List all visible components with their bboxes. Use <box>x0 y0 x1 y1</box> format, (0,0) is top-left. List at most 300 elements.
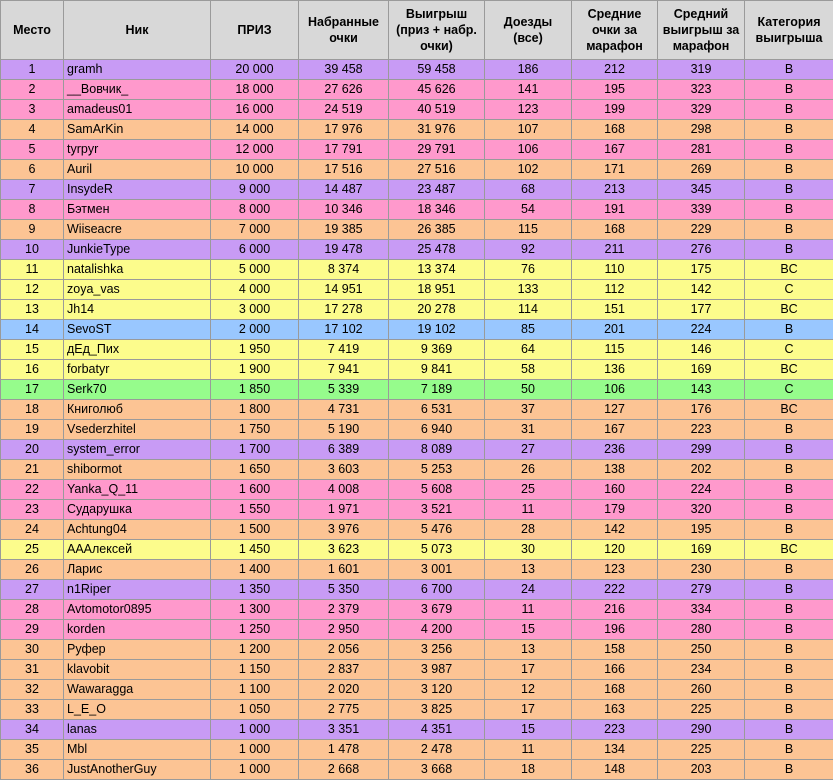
cell-nick: n1Riper <box>64 580 211 600</box>
cell-avg-points: 167 <box>572 420 658 440</box>
cell-category: B <box>745 100 833 120</box>
cell-avg-winnings: 224 <box>658 480 745 500</box>
cell-category: C <box>745 280 833 300</box>
cell-category: B <box>745 120 833 140</box>
cell-races: 27 <box>485 440 572 460</box>
cell-avg-winnings: 203 <box>658 760 745 780</box>
table-body <box>1 60 833 780</box>
cell-races: 76 <box>485 260 572 280</box>
cell-nick: InsydeR <box>64 180 211 200</box>
cell-avg-winnings: 281 <box>658 140 745 160</box>
cell-category: B <box>745 220 833 240</box>
cell-avg-points: 138 <box>572 460 658 480</box>
cell-prize: 1 600 <box>211 480 299 500</box>
cell-avg-winnings: 320 <box>658 500 745 520</box>
cell-place: 23 <box>1 500 64 520</box>
cell-races: 25 <box>485 480 572 500</box>
cell-category: B <box>745 640 833 660</box>
cell-points: 2 668 <box>299 760 389 780</box>
table-row <box>1 500 833 520</box>
cell-winnings: 45 626 <box>389 80 485 100</box>
table-row <box>1 300 833 320</box>
cell-avg-points: 191 <box>572 200 658 220</box>
cell-avg-winnings: 280 <box>658 620 745 640</box>
cell-prize: 1 100 <box>211 680 299 700</box>
cell-points: 8 374 <box>299 260 389 280</box>
cell-races: 11 <box>485 600 572 620</box>
cell-nick: Книголюб <box>64 400 211 420</box>
cell-prize: 4 000 <box>211 280 299 300</box>
cell-category: B <box>745 240 833 260</box>
cell-place: 25 <box>1 540 64 560</box>
cell-prize: 16 000 <box>211 100 299 120</box>
cell-avg-winnings: 269 <box>658 160 745 180</box>
cell-nick: JunkieType <box>64 240 211 260</box>
cell-place: 9 <box>1 220 64 240</box>
cell-category: B <box>745 80 833 100</box>
cell-races: 186 <box>485 60 572 80</box>
cell-category: B <box>745 60 833 80</box>
cell-points: 19 385 <box>299 220 389 240</box>
cell-category: C <box>745 340 833 360</box>
table-row <box>1 460 833 480</box>
cell-prize: 1 150 <box>211 660 299 680</box>
cell-avg-winnings: 234 <box>658 660 745 680</box>
cell-races: 17 <box>485 660 572 680</box>
table-row <box>1 380 833 400</box>
header-row <box>1 1 833 60</box>
cell-prize: 10 000 <box>211 160 299 180</box>
cell-winnings: 6 700 <box>389 580 485 600</box>
cell-winnings: 27 516 <box>389 160 485 180</box>
cell-avg-points: 168 <box>572 680 658 700</box>
cell-winnings: 59 458 <box>389 60 485 80</box>
cell-prize: 8 000 <box>211 200 299 220</box>
cell-avg-points: 168 <box>572 120 658 140</box>
cell-avg-winnings: 230 <box>658 560 745 580</box>
cell-winnings: 3 668 <box>389 760 485 780</box>
cell-nick: Бэтмен <box>64 200 211 220</box>
cell-nick: Auril <box>64 160 211 180</box>
cell-category: B <box>745 420 833 440</box>
cell-category: B <box>745 720 833 740</box>
cell-avg-points: 148 <box>572 760 658 780</box>
cell-points: 17 102 <box>299 320 389 340</box>
cell-avg-winnings: 195 <box>658 520 745 540</box>
cell-prize: 1 300 <box>211 600 299 620</box>
cell-nick: Mbl <box>64 740 211 760</box>
cell-avg-points: 196 <box>572 620 658 640</box>
cell-races: 133 <box>485 280 572 300</box>
cell-winnings: 7 189 <box>389 380 485 400</box>
table-row <box>1 680 833 700</box>
cell-points: 2 775 <box>299 700 389 720</box>
cell-category: B <box>745 160 833 180</box>
col-header-avg-points: Средние очки за марафон <box>572 1 658 60</box>
cell-avg-winnings: 177 <box>658 300 745 320</box>
cell-place: 2 <box>1 80 64 100</box>
cell-place: 22 <box>1 480 64 500</box>
table-row <box>1 200 833 220</box>
cell-races: 37 <box>485 400 572 420</box>
table-row <box>1 640 833 660</box>
cell-avg-points: 151 <box>572 300 658 320</box>
cell-points: 6 389 <box>299 440 389 460</box>
cell-points: 19 478 <box>299 240 389 260</box>
cell-avg-winnings: 279 <box>658 580 745 600</box>
cell-avg-winnings: 142 <box>658 280 745 300</box>
cell-nick: Yanka_Q_11 <box>64 480 211 500</box>
cell-category: B <box>745 620 833 640</box>
cell-avg-winnings: 202 <box>658 460 745 480</box>
cell-avg-winnings: 276 <box>658 240 745 260</box>
cell-races: 107 <box>485 120 572 140</box>
cell-category: B <box>745 760 833 780</box>
cell-prize: 1 450 <box>211 540 299 560</box>
col-header-winnings: Выигрыш (приз + набр. очки) <box>389 1 485 60</box>
cell-points: 2 379 <box>299 600 389 620</box>
cell-avg-winnings: 323 <box>658 80 745 100</box>
cell-nick: Achtung04 <box>64 520 211 540</box>
cell-points: 7 419 <box>299 340 389 360</box>
cell-points: 27 626 <box>299 80 389 100</box>
cell-races: 115 <box>485 220 572 240</box>
cell-avg-winnings: 146 <box>658 340 745 360</box>
cell-avg-winnings: 260 <box>658 680 745 700</box>
cell-place: 30 <box>1 640 64 660</box>
cell-place: 28 <box>1 600 64 620</box>
cell-avg-points: 120 <box>572 540 658 560</box>
cell-nick: Руфер <box>64 640 211 660</box>
cell-avg-points: 167 <box>572 140 658 160</box>
cell-avg-winnings: 298 <box>658 120 745 140</box>
cell-prize: 6 000 <box>211 240 299 260</box>
cell-avg-points: 106 <box>572 380 658 400</box>
cell-winnings: 6 531 <box>389 400 485 420</box>
table-row <box>1 580 833 600</box>
cell-place: 4 <box>1 120 64 140</box>
cell-category: B <box>745 440 833 460</box>
cell-place: 8 <box>1 200 64 220</box>
cell-points: 4 008 <box>299 480 389 500</box>
cell-races: 123 <box>485 100 572 120</box>
table-row <box>1 60 833 80</box>
cell-avg-winnings: 319 <box>658 60 745 80</box>
cell-avg-points: 134 <box>572 740 658 760</box>
cell-nick: zoya_vas <box>64 280 211 300</box>
cell-races: 58 <box>485 360 572 380</box>
cell-category: B <box>745 660 833 680</box>
cell-category: B <box>745 480 833 500</box>
cell-avg-winnings: 299 <box>658 440 745 460</box>
cell-nick: gramh <box>64 60 211 80</box>
col-header-nick: Ник <box>64 1 211 60</box>
cell-races: 17 <box>485 700 572 720</box>
cell-avg-winnings: 229 <box>658 220 745 240</box>
cell-place: 18 <box>1 400 64 420</box>
cell-place: 17 <box>1 380 64 400</box>
cell-races: 31 <box>485 420 572 440</box>
col-header-prize: ПРИЗ <box>211 1 299 60</box>
cell-nick: Ларис <box>64 560 211 580</box>
cell-avg-points: 171 <box>572 160 658 180</box>
cell-prize: 1 000 <box>211 760 299 780</box>
cell-points: 4 731 <box>299 400 389 420</box>
cell-nick: amadeus01 <box>64 100 211 120</box>
cell-place: 26 <box>1 560 64 580</box>
cell-winnings: 3 825 <box>389 700 485 720</box>
cell-nick: natalishka <box>64 260 211 280</box>
cell-points: 17 791 <box>299 140 389 160</box>
cell-winnings: 3 987 <box>389 660 485 680</box>
cell-avg-points: 136 <box>572 360 658 380</box>
cell-prize: 1 500 <box>211 520 299 540</box>
cell-prize: 1 800 <box>211 400 299 420</box>
cell-category: B <box>745 320 833 340</box>
cell-avg-winnings: 225 <box>658 700 745 720</box>
cell-nick: Jh14 <box>64 300 211 320</box>
cell-points: 17 516 <box>299 160 389 180</box>
cell-prize: 1 000 <box>211 720 299 740</box>
cell-nick: lanas <box>64 720 211 740</box>
cell-winnings: 4 200 <box>389 620 485 640</box>
cell-nick: дЕд_Пих <box>64 340 211 360</box>
cell-winnings: 2 478 <box>389 740 485 760</box>
cell-races: 92 <box>485 240 572 260</box>
table-row <box>1 360 833 380</box>
cell-avg-winnings: 250 <box>658 640 745 660</box>
cell-points: 2 056 <box>299 640 389 660</box>
cell-points: 5 339 <box>299 380 389 400</box>
cell-avg-points: 123 <box>572 560 658 580</box>
table-row <box>1 260 833 280</box>
cell-category: C <box>745 380 833 400</box>
cell-prize: 1 350 <box>211 580 299 600</box>
cell-races: 102 <box>485 160 572 180</box>
cell-prize: 14 000 <box>211 120 299 140</box>
cell-place: 11 <box>1 260 64 280</box>
cell-winnings: 26 385 <box>389 220 485 240</box>
cell-races: 28 <box>485 520 572 540</box>
cell-avg-points: 222 <box>572 580 658 600</box>
cell-points: 10 346 <box>299 200 389 220</box>
cell-place: 7 <box>1 180 64 200</box>
table-row <box>1 560 833 580</box>
cell-winnings: 18 951 <box>389 280 485 300</box>
table-row <box>1 660 833 680</box>
cell-avg-winnings: 175 <box>658 260 745 280</box>
table-row <box>1 740 833 760</box>
cell-prize: 1 250 <box>211 620 299 640</box>
table-row <box>1 600 833 620</box>
cell-points: 2 837 <box>299 660 389 680</box>
cell-races: 15 <box>485 720 572 740</box>
cell-nick: L_E_O <box>64 700 211 720</box>
table-row <box>1 120 833 140</box>
table-row <box>1 720 833 740</box>
cell-avg-points: 179 <box>572 500 658 520</box>
cell-place: 5 <box>1 140 64 160</box>
cell-avg-winnings: 334 <box>658 600 745 620</box>
cell-avg-points: 212 <box>572 60 658 80</box>
cell-category: B <box>745 500 833 520</box>
cell-avg-points: 115 <box>572 340 658 360</box>
cell-races: 114 <box>485 300 572 320</box>
cell-place: 19 <box>1 420 64 440</box>
cell-prize: 1 950 <box>211 340 299 360</box>
cell-avg-points: 213 <box>572 180 658 200</box>
cell-avg-points: 201 <box>572 320 658 340</box>
cell-avg-winnings: 225 <box>658 740 745 760</box>
cell-winnings: 3 256 <box>389 640 485 660</box>
cell-place: 10 <box>1 240 64 260</box>
cell-races: 64 <box>485 340 572 360</box>
table-row <box>1 140 833 160</box>
cell-races: 24 <box>485 580 572 600</box>
cell-prize: 1 000 <box>211 740 299 760</box>
cell-category: BC <box>745 360 833 380</box>
cell-avg-winnings: 223 <box>658 420 745 440</box>
cell-avg-points: 112 <box>572 280 658 300</box>
cell-nick: Wawaragga <box>64 680 211 700</box>
cell-prize: 5 000 <box>211 260 299 280</box>
cell-avg-points: 216 <box>572 600 658 620</box>
col-header-races: Доезды (все) <box>485 1 572 60</box>
cell-winnings: 3 001 <box>389 560 485 580</box>
cell-category: B <box>745 580 833 600</box>
cell-points: 17 278 <box>299 300 389 320</box>
cell-nick: tyrpyr <box>64 140 211 160</box>
table-row <box>1 180 833 200</box>
cell-winnings: 5 253 <box>389 460 485 480</box>
cell-category: B <box>745 740 833 760</box>
cell-nick: Avtomotor0895 <box>64 600 211 620</box>
cell-points: 3 351 <box>299 720 389 740</box>
cell-avg-winnings: 143 <box>658 380 745 400</box>
cell-races: 13 <box>485 640 572 660</box>
cell-avg-winnings: 169 <box>658 540 745 560</box>
table-row <box>1 220 833 240</box>
cell-place: 12 <box>1 280 64 300</box>
cell-prize: 1 900 <box>211 360 299 380</box>
cell-points: 1 971 <box>299 500 389 520</box>
cell-points: 17 976 <box>299 120 389 140</box>
cell-avg-points: 236 <box>572 440 658 460</box>
cell-category: B <box>745 200 833 220</box>
cell-nick: klavobit <box>64 660 211 680</box>
cell-races: 106 <box>485 140 572 160</box>
cell-races: 50 <box>485 380 572 400</box>
cell-points: 5 190 <box>299 420 389 440</box>
cell-winnings: 3 120 <box>389 680 485 700</box>
cell-races: 26 <box>485 460 572 480</box>
cell-races: 85 <box>485 320 572 340</box>
cell-points: 1 478 <box>299 740 389 760</box>
cell-winnings: 3 521 <box>389 500 485 520</box>
cell-place: 1 <box>1 60 64 80</box>
table-row <box>1 400 833 420</box>
cell-place: 33 <box>1 700 64 720</box>
table-header <box>1 1 833 60</box>
cell-place: 35 <box>1 740 64 760</box>
cell-points: 14 487 <box>299 180 389 200</box>
cell-winnings: 6 940 <box>389 420 485 440</box>
table-row <box>1 540 833 560</box>
cell-avg-points: 142 <box>572 520 658 540</box>
cell-place: 34 <box>1 720 64 740</box>
table-row <box>1 440 833 460</box>
table-row <box>1 320 833 340</box>
cell-place: 24 <box>1 520 64 540</box>
cell-points: 3 976 <box>299 520 389 540</box>
cell-points: 7 941 <box>299 360 389 380</box>
cell-place: 3 <box>1 100 64 120</box>
cell-winnings: 8 089 <box>389 440 485 460</box>
col-header-place: Место <box>1 1 64 60</box>
cell-category: B <box>745 560 833 580</box>
cell-avg-points: 199 <box>572 100 658 120</box>
table-row <box>1 620 833 640</box>
cell-points: 2 950 <box>299 620 389 640</box>
cell-prize: 20 000 <box>211 60 299 80</box>
cell-avg-points: 223 <box>572 720 658 740</box>
cell-races: 15 <box>485 620 572 640</box>
cell-winnings: 40 519 <box>389 100 485 120</box>
cell-points: 39 458 <box>299 60 389 80</box>
cell-races: 68 <box>485 180 572 200</box>
cell-points: 24 519 <box>299 100 389 120</box>
cell-category: B <box>745 460 833 480</box>
cell-category: BC <box>745 260 833 280</box>
cell-avg-points: 110 <box>572 260 658 280</box>
table-row <box>1 80 833 100</box>
cell-nick: Serk70 <box>64 380 211 400</box>
cell-points: 5 350 <box>299 580 389 600</box>
cell-winnings: 13 374 <box>389 260 485 280</box>
cell-winnings: 5 073 <box>389 540 485 560</box>
cell-winnings: 29 791 <box>389 140 485 160</box>
cell-place: 31 <box>1 660 64 680</box>
cell-winnings: 19 102 <box>389 320 485 340</box>
cell-place: 21 <box>1 460 64 480</box>
cell-winnings: 18 346 <box>389 200 485 220</box>
cell-points: 14 951 <box>299 280 389 300</box>
cell-prize: 1 050 <box>211 700 299 720</box>
cell-avg-points: 160 <box>572 480 658 500</box>
table-row <box>1 700 833 720</box>
cell-prize: 1 200 <box>211 640 299 660</box>
cell-nick: korden <box>64 620 211 640</box>
cell-winnings: 9 369 <box>389 340 485 360</box>
cell-nick: shibormot <box>64 460 211 480</box>
cell-avg-points: 163 <box>572 700 658 720</box>
cell-prize: 1 400 <box>211 560 299 580</box>
cell-avg-points: 195 <box>572 80 658 100</box>
cell-prize: 7 000 <box>211 220 299 240</box>
cell-place: 14 <box>1 320 64 340</box>
cell-avg-points: 166 <box>572 660 658 680</box>
table-row <box>1 420 833 440</box>
cell-winnings: 3 679 <box>389 600 485 620</box>
cell-winnings: 5 608 <box>389 480 485 500</box>
cell-prize: 1 700 <box>211 440 299 460</box>
cell-nick: forbatyr <box>64 360 211 380</box>
cell-place: 20 <box>1 440 64 460</box>
cell-nick: Vsederzhitel <box>64 420 211 440</box>
cell-prize: 1 750 <box>211 420 299 440</box>
cell-nick: __Вовчик_ <box>64 80 211 100</box>
cell-category: BC <box>745 400 833 420</box>
